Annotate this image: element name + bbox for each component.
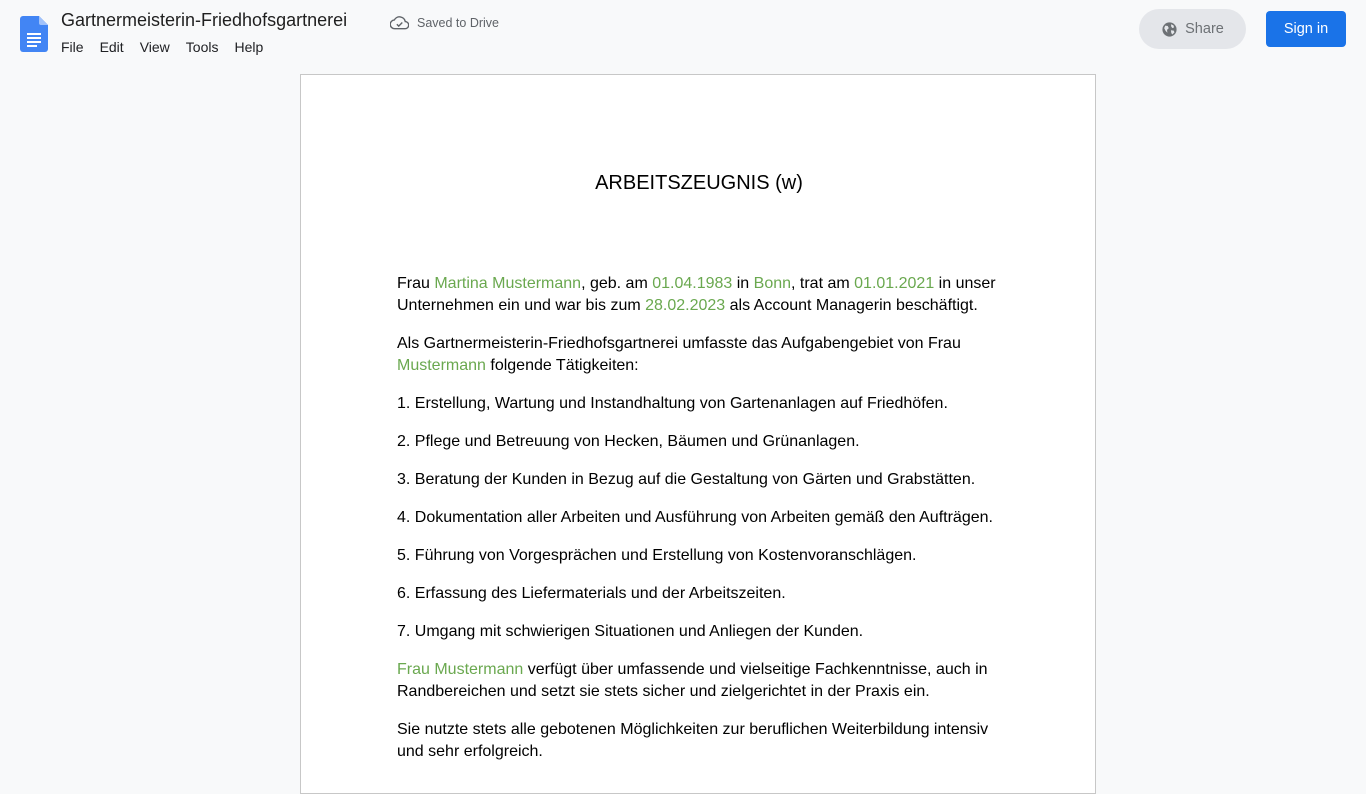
menu-edit[interactable]: Edit <box>99 39 124 55</box>
document-body <box>397 273 1007 779</box>
menu-tools[interactable]: Tools <box>185 39 219 55</box>
employee-reference: Frau Mustermann <box>397 661 524 678</box>
share-label: Share <box>1185 21 1224 37</box>
intro-paragraph <box>397 273 1007 317</box>
birth-place: Bonn <box>753 275 792 292</box>
duty-item: 3. Beratung der Kunden in Bezug auf die Gestaltung von Gärten und Grabstätten. <box>397 471 976 488</box>
intro-text: in <box>732 275 754 292</box>
intro-text: Frau <box>397 275 435 292</box>
menu-view[interactable]: View <box>139 39 170 55</box>
sign-in-button[interactable]: Sign in <box>1266 11 1346 47</box>
end-date: 28.02.2023 <box>645 297 726 314</box>
start-date: 01.01.2021 <box>854 275 935 292</box>
save-status[interactable] <box>390 14 499 32</box>
menu-file[interactable]: File <box>61 39 84 55</box>
document-title[interactable]: Gartnermeisterin-Friedhofsgartnerei <box>61 10 348 30</box>
share-button[interactable] <box>1139 9 1246 49</box>
employee-name: Martina Mustermann <box>434 275 582 292</box>
docs-logo-icon[interactable] <box>20 16 48 52</box>
skills-paragraph <box>397 659 1007 703</box>
intro-text: , geb. am <box>581 275 653 292</box>
top-bar <box>0 0 1366 64</box>
cloud-done-icon <box>390 16 409 30</box>
duties-intro-paragraph <box>397 333 1007 377</box>
intro-text: , trat am <box>791 275 855 292</box>
duty-item: 5. Führung von Vorgesprächen und Erstellung von Kostenvoranschlägen. <box>397 547 917 564</box>
skills-text: verfügt über umfassende und vielseitige Fachkenntnisse, auch in Randbereichen und setzt sie stets sicher und zielgerichtet in der Praxis ein. <box>397 661 988 700</box>
globe-icon <box>1161 21 1178 38</box>
duties-intro-text: Als Gartnermeisterin-Friedhofsgartnerei umfasste das Aufgabengebiet von Frau <box>397 335 961 352</box>
document-page[interactable] <box>300 74 1096 794</box>
employee-surname: Mustermann <box>397 357 486 374</box>
duty-item: 7. Umgang mit schwierigen Situationen und Anliegen der Kunden. <box>397 623 864 640</box>
menu-bar <box>53 37 271 57</box>
intro-text: in unser Unternehmen ein und war bis zum <box>397 275 996 314</box>
document-heading: ARBEITSZEUGNIS (w) <box>595 172 803 194</box>
birth-date: 01.04.1983 <box>652 275 733 292</box>
duty-item: 2. Pflege und Betreuung von Hecken, Bäumen und Grünanlagen. <box>397 433 860 450</box>
duty-item: 4. Dokumentation aller Arbeiten und Ausführung von Arbeiten gemäß den Aufträgen. <box>397 509 993 526</box>
duties-intro-text: folgende Tätigkeiten: <box>485 357 639 374</box>
menu-help[interactable]: Help <box>234 39 264 55</box>
duty-item: 6. Erfassung des Liefermaterials und der Arbeitszeiten. <box>397 585 786 602</box>
duty-item: 1. Erstellung, Wartung und Instandhaltung von Gartenanlagen auf Friedhöfen. <box>397 395 948 412</box>
training-paragraph: Sie nutzte stets alle gebotenen Möglichkeiten zur beruflichen Weiterbildung intensiv und sehr erfolgreich. <box>397 721 989 760</box>
intro-text: als Account Managerin beschäftigt. <box>725 297 978 314</box>
save-status-label: Saved to Drive <box>417 16 499 30</box>
